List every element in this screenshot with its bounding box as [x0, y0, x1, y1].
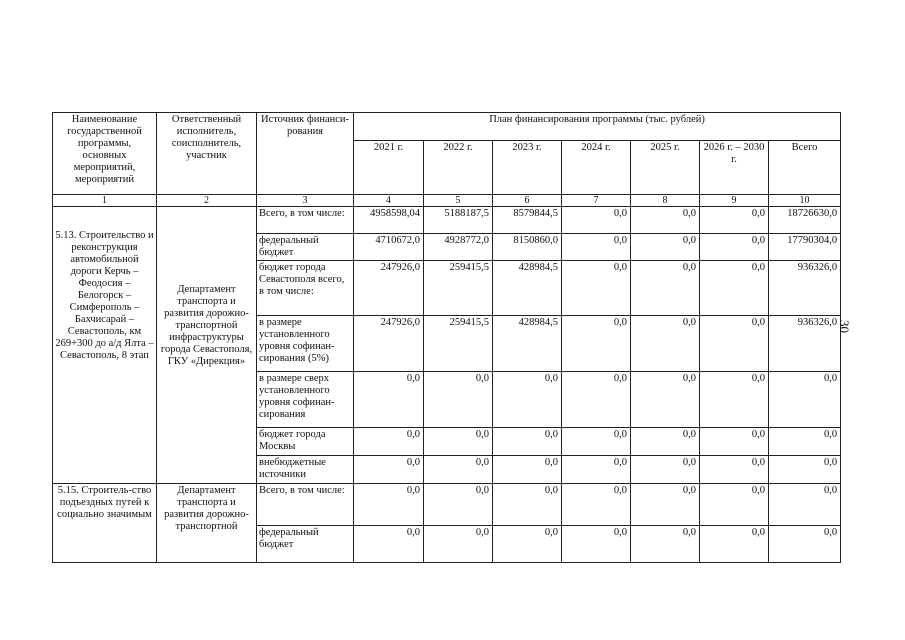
value-cell: 0,0 [562, 428, 631, 456]
header-year-2025: 2025 г. [631, 141, 700, 195]
value-cell: 0,0 [354, 456, 424, 484]
value-cell: 8150860,0 [493, 234, 562, 261]
header-plan: План финансирования программы (тыс. рублей) [354, 113, 841, 141]
value-cell: 0,0 [631, 372, 700, 428]
value-cell: 0,0 [631, 207, 700, 234]
col-number: 3 [257, 195, 354, 207]
value-cell: 0,0 [424, 428, 493, 456]
value-cell: 0,0 [700, 234, 769, 261]
value-cell: 0,0 [700, 428, 769, 456]
value-cell: 0,0 [700, 456, 769, 484]
header-source: Источник финанси-рования [257, 113, 354, 195]
value-cell: 0,0 [769, 372, 841, 428]
value-cell: 0,0 [493, 526, 562, 563]
value-cell: 0,0 [631, 316, 700, 372]
header-year-2022: 2022 г. [424, 141, 493, 195]
value-cell: 0,0 [354, 372, 424, 428]
value-cell: 0,0 [354, 428, 424, 456]
value-cell: 259415,5 [424, 316, 493, 372]
table-row [53, 484, 841, 526]
value-cell: 0,0 [562, 484, 631, 526]
value-cell: 0,0 [562, 261, 631, 316]
executor-5-13: Департамент транспорта и развития дорожно-транспортной инфраструктуры города Севастополя, ГКУ «Дирекция» [157, 207, 257, 484]
value-cell: 0,0 [631, 428, 700, 456]
value-cell: 0,0 [769, 484, 841, 526]
source-cell: внебюджетные источники [257, 456, 354, 484]
header-year-2023: 2023 г. [493, 141, 562, 195]
source-cell: в размере установленного уровня софинан-сирования (5%) [257, 316, 354, 372]
header-total: Всего [769, 141, 841, 195]
value-cell: 0,0 [493, 372, 562, 428]
col-number: 2 [157, 195, 257, 207]
value-cell: 0,0 [562, 526, 631, 563]
value-cell: 0,0 [424, 372, 493, 428]
header-executor: Ответственный исполнитель, соисполнитель, участник [157, 113, 257, 195]
col-number: 10 [769, 195, 841, 207]
value-cell: 0,0 [769, 526, 841, 563]
value-cell: 0,0 [631, 456, 700, 484]
value-cell: 0,0 [562, 456, 631, 484]
source-cell: в размере сверх установленного уровня софинан-сирования [257, 372, 354, 428]
column-numbers-row [53, 195, 841, 207]
value-cell: 0,0 [562, 207, 631, 234]
value-cell: 0,0 [562, 234, 631, 261]
source-cell: бюджет города Москвы [257, 428, 354, 456]
value-cell: 0,0 [700, 484, 769, 526]
financing-table [52, 112, 841, 563]
value-cell: 0,0 [700, 316, 769, 372]
value-cell: 0,0 [700, 261, 769, 316]
value-cell: 428984,5 [493, 316, 562, 372]
header-year-2026-2030: 2026 г. – 2030 г. [700, 141, 769, 195]
table-row [53, 207, 841, 234]
source-cell: федеральный бюджет [257, 526, 354, 563]
value-cell: 4928772,0 [424, 234, 493, 261]
value-cell: 0,0 [769, 428, 841, 456]
value-cell: 4958598,04 [354, 207, 424, 234]
header-program-name: Наименование государственной программы, основных мероприятий, мероприятий [53, 113, 157, 195]
value-cell: 0,0 [700, 526, 769, 563]
executor-5-15: Департамент транспорта и развития дорожно-транспортной [157, 484, 257, 563]
value-cell: 17790304,0 [769, 234, 841, 261]
value-cell: 0,0 [354, 484, 424, 526]
value-cell: 5188187,5 [424, 207, 493, 234]
value-cell: 0,0 [424, 484, 493, 526]
value-cell: 0,0 [424, 526, 493, 563]
value-cell: 0,0 [354, 526, 424, 563]
value-cell: 936326,0 [769, 316, 841, 372]
header-row [53, 113, 841, 141]
value-cell: 0,0 [424, 456, 493, 484]
col-number: 8 [631, 195, 700, 207]
program-name-5-15: 5.15. Строитель-ство подъездных путей к социально значимым [53, 484, 157, 563]
value-cell: 0,0 [631, 484, 700, 526]
value-cell: 936326,0 [769, 261, 841, 316]
value-cell: 259415,5 [424, 261, 493, 316]
value-cell: 247926,0 [354, 261, 424, 316]
header-year-2021: 2021 г. [354, 141, 424, 195]
value-cell: 0,0 [631, 234, 700, 261]
value-cell: 0,0 [493, 456, 562, 484]
value-cell: 0,0 [562, 316, 631, 372]
source-cell: Всего, в том числе: [257, 207, 354, 234]
col-number: 9 [700, 195, 769, 207]
value-cell: 18726630,0 [769, 207, 841, 234]
page-number: 30 [837, 320, 852, 333]
value-cell: 0,0 [493, 484, 562, 526]
col-number: 6 [493, 195, 562, 207]
value-cell: 8579844,5 [493, 207, 562, 234]
col-number: 4 [354, 195, 424, 207]
source-cell: бюджет города Севастополя всего, в том числе: [257, 261, 354, 316]
header-year-2024: 2024 г. [562, 141, 631, 195]
source-cell: федеральный бюджет [257, 234, 354, 261]
value-cell: 4710672,0 [354, 234, 424, 261]
value-cell: 428984,5 [493, 261, 562, 316]
col-number: 7 [562, 195, 631, 207]
program-name-5-13: 5.13. Строительство и реконструкция автомобильной дороги Керчь – Феодосия – Белогорск – Симферополь – Бахчисарай – Севастополь, км 269+300 до а/д Ялта – Севастополь, 8 этап [53, 207, 157, 484]
value-cell: 0,0 [631, 261, 700, 316]
value-cell: 0,0 [631, 526, 700, 563]
value-cell: 247926,0 [354, 316, 424, 372]
value-cell: 0,0 [700, 372, 769, 428]
value-cell: 0,0 [562, 372, 631, 428]
value-cell: 0,0 [493, 428, 562, 456]
value-cell: 0,0 [700, 207, 769, 234]
source-cell: Всего, в том числе: [257, 484, 354, 526]
col-number: 1 [53, 195, 157, 207]
value-cell: 0,0 [769, 456, 841, 484]
col-number: 5 [424, 195, 493, 207]
